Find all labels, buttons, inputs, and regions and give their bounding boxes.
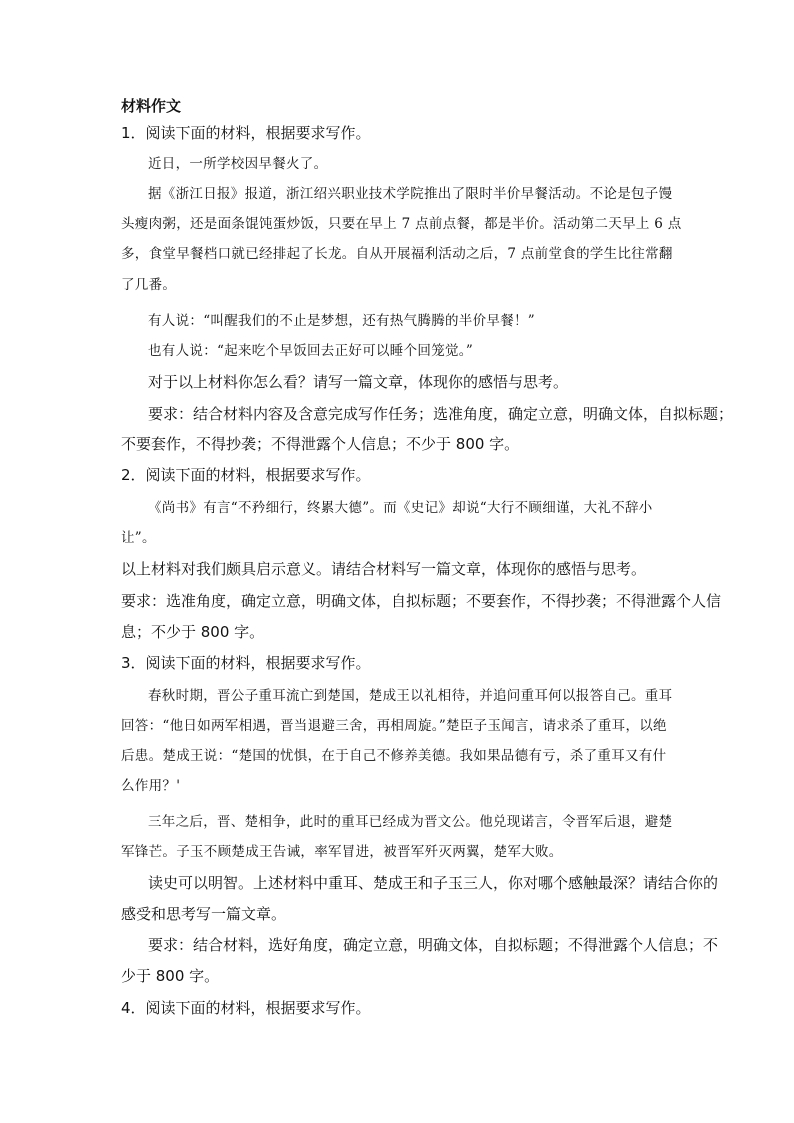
q1-material-line-2: 据《浙江日报》报道，浙江绍兴职业技术学院推出了限时半价早餐活动。不论是包子馒: [148, 186, 673, 202]
question-3-prompt: 3．阅读下面的材料，根据要求写作。: [121, 654, 371, 672]
q1-task-line-1: 对于以上材料你怎么看？请写一篇文章，体现你的感悟与思考。: [148, 373, 569, 391]
q3-material-line-5: 三年之后，晋、楚相争，此时的重耳已经成为晋文公。他兑现诺言，令晋军后退，避楚: [148, 814, 673, 830]
q1-requirement-line-1: 要求：结合材料内容及含意完成写作任务；选准角度，确定立意，明确文体，自拟标题；: [148, 405, 734, 423]
q2-requirement-line-2: 息；不少于 800 字。: [121, 623, 265, 641]
q1-material-line-1: 近日，一所学校因早餐火了。: [148, 156, 328, 172]
q3-material-line-6: 军锋芒。子玉不顾楚成王告诫，率军冒进，被晋军歼灭两翼，楚军大败。: [121, 844, 563, 860]
q2-requirement-line-1: 要求：选准角度，确定立意，明确文体，自拟标题；不要套作，不得抄袭；不得泄露个人信: [121, 592, 722, 610]
q3-requirement-line-2: 少于 800 字。: [121, 967, 220, 985]
q1-material-line-3: 头瘦肉粥，还是面条馄饨蛋炒饭，只要在早上 7 点前点餐，都是半价。活动第二天早上 6 点: [121, 216, 682, 232]
q1-material-line-4: 多，食堂早餐档口就已经排起了长龙。自从开展福利活动之后，7 点前堂食的学生比往常翻: [121, 246, 673, 262]
q1-material-line-6: 有人说：“叫醒我们的不止是梦想，还有热气腾腾的半价早餐！”: [148, 313, 536, 329]
question-1-prompt: 1．阅读下面的材料，根据要求写作。: [121, 124, 371, 142]
q1-material-line-5: 了几番。: [121, 277, 177, 293]
section-title: 材料作文: [121, 97, 182, 115]
q3-task-line-1: 读史可以明智。上述材料中重耳、楚成王和子玉三人，你对哪个感触最深？请结合你的: [148, 874, 719, 892]
q1-requirement-line-2: 不要套作，不得抄袭；不得泄露个人信息；不少于 800 字。: [121, 435, 520, 453]
question-2-prompt: 2．阅读下面的材料，根据要求写作。: [121, 466, 371, 484]
q3-requirement-line-1: 要求：结合材料，选好角度，确定立意，明确文体，自拟标题；不得泄露个人信息；不: [148, 936, 719, 954]
q2-material-line-2: 让”。: [121, 530, 156, 546]
q3-task-line-2: 感受和思考写一篇文章。: [121, 905, 287, 923]
q2-task-line-1: 以上材料对我们颇具启示意义。请结合材料写一篇文章，体现你的感悟与思考。: [121, 560, 647, 578]
q3-material-line-1: 春秋时期，晋公子重耳流亡到楚国，楚成王以礼相待，并追问重耳何以报答自己。重耳: [148, 688, 673, 704]
q3-material-line-3: 后患。楚成王说：“楚国的忧惧，在于自己不修养美德。我如果品德有亏，杀了重耳又有什: [121, 748, 667, 764]
q3-material-line-2: 回答：“他日如两军相遇，晋当退避三舍，再相周旋。”楚臣子玉闻言，请求杀了重耳，以绝: [121, 718, 667, 734]
q1-material-line-7: 也有人说：“起来吃个早饭回去正好可以睡个回笼觉。”: [148, 343, 474, 359]
question-4-prompt: 4．阅读下面的材料，根据要求写作。: [121, 999, 371, 1017]
q3-material-line-4: 么作用？': [121, 778, 181, 794]
q2-material-line-1: 《尚书》有言“不矜细行，终累大德”。而《史记》却说“大行不顾细谨，大礼不辞小: [148, 500, 653, 516]
